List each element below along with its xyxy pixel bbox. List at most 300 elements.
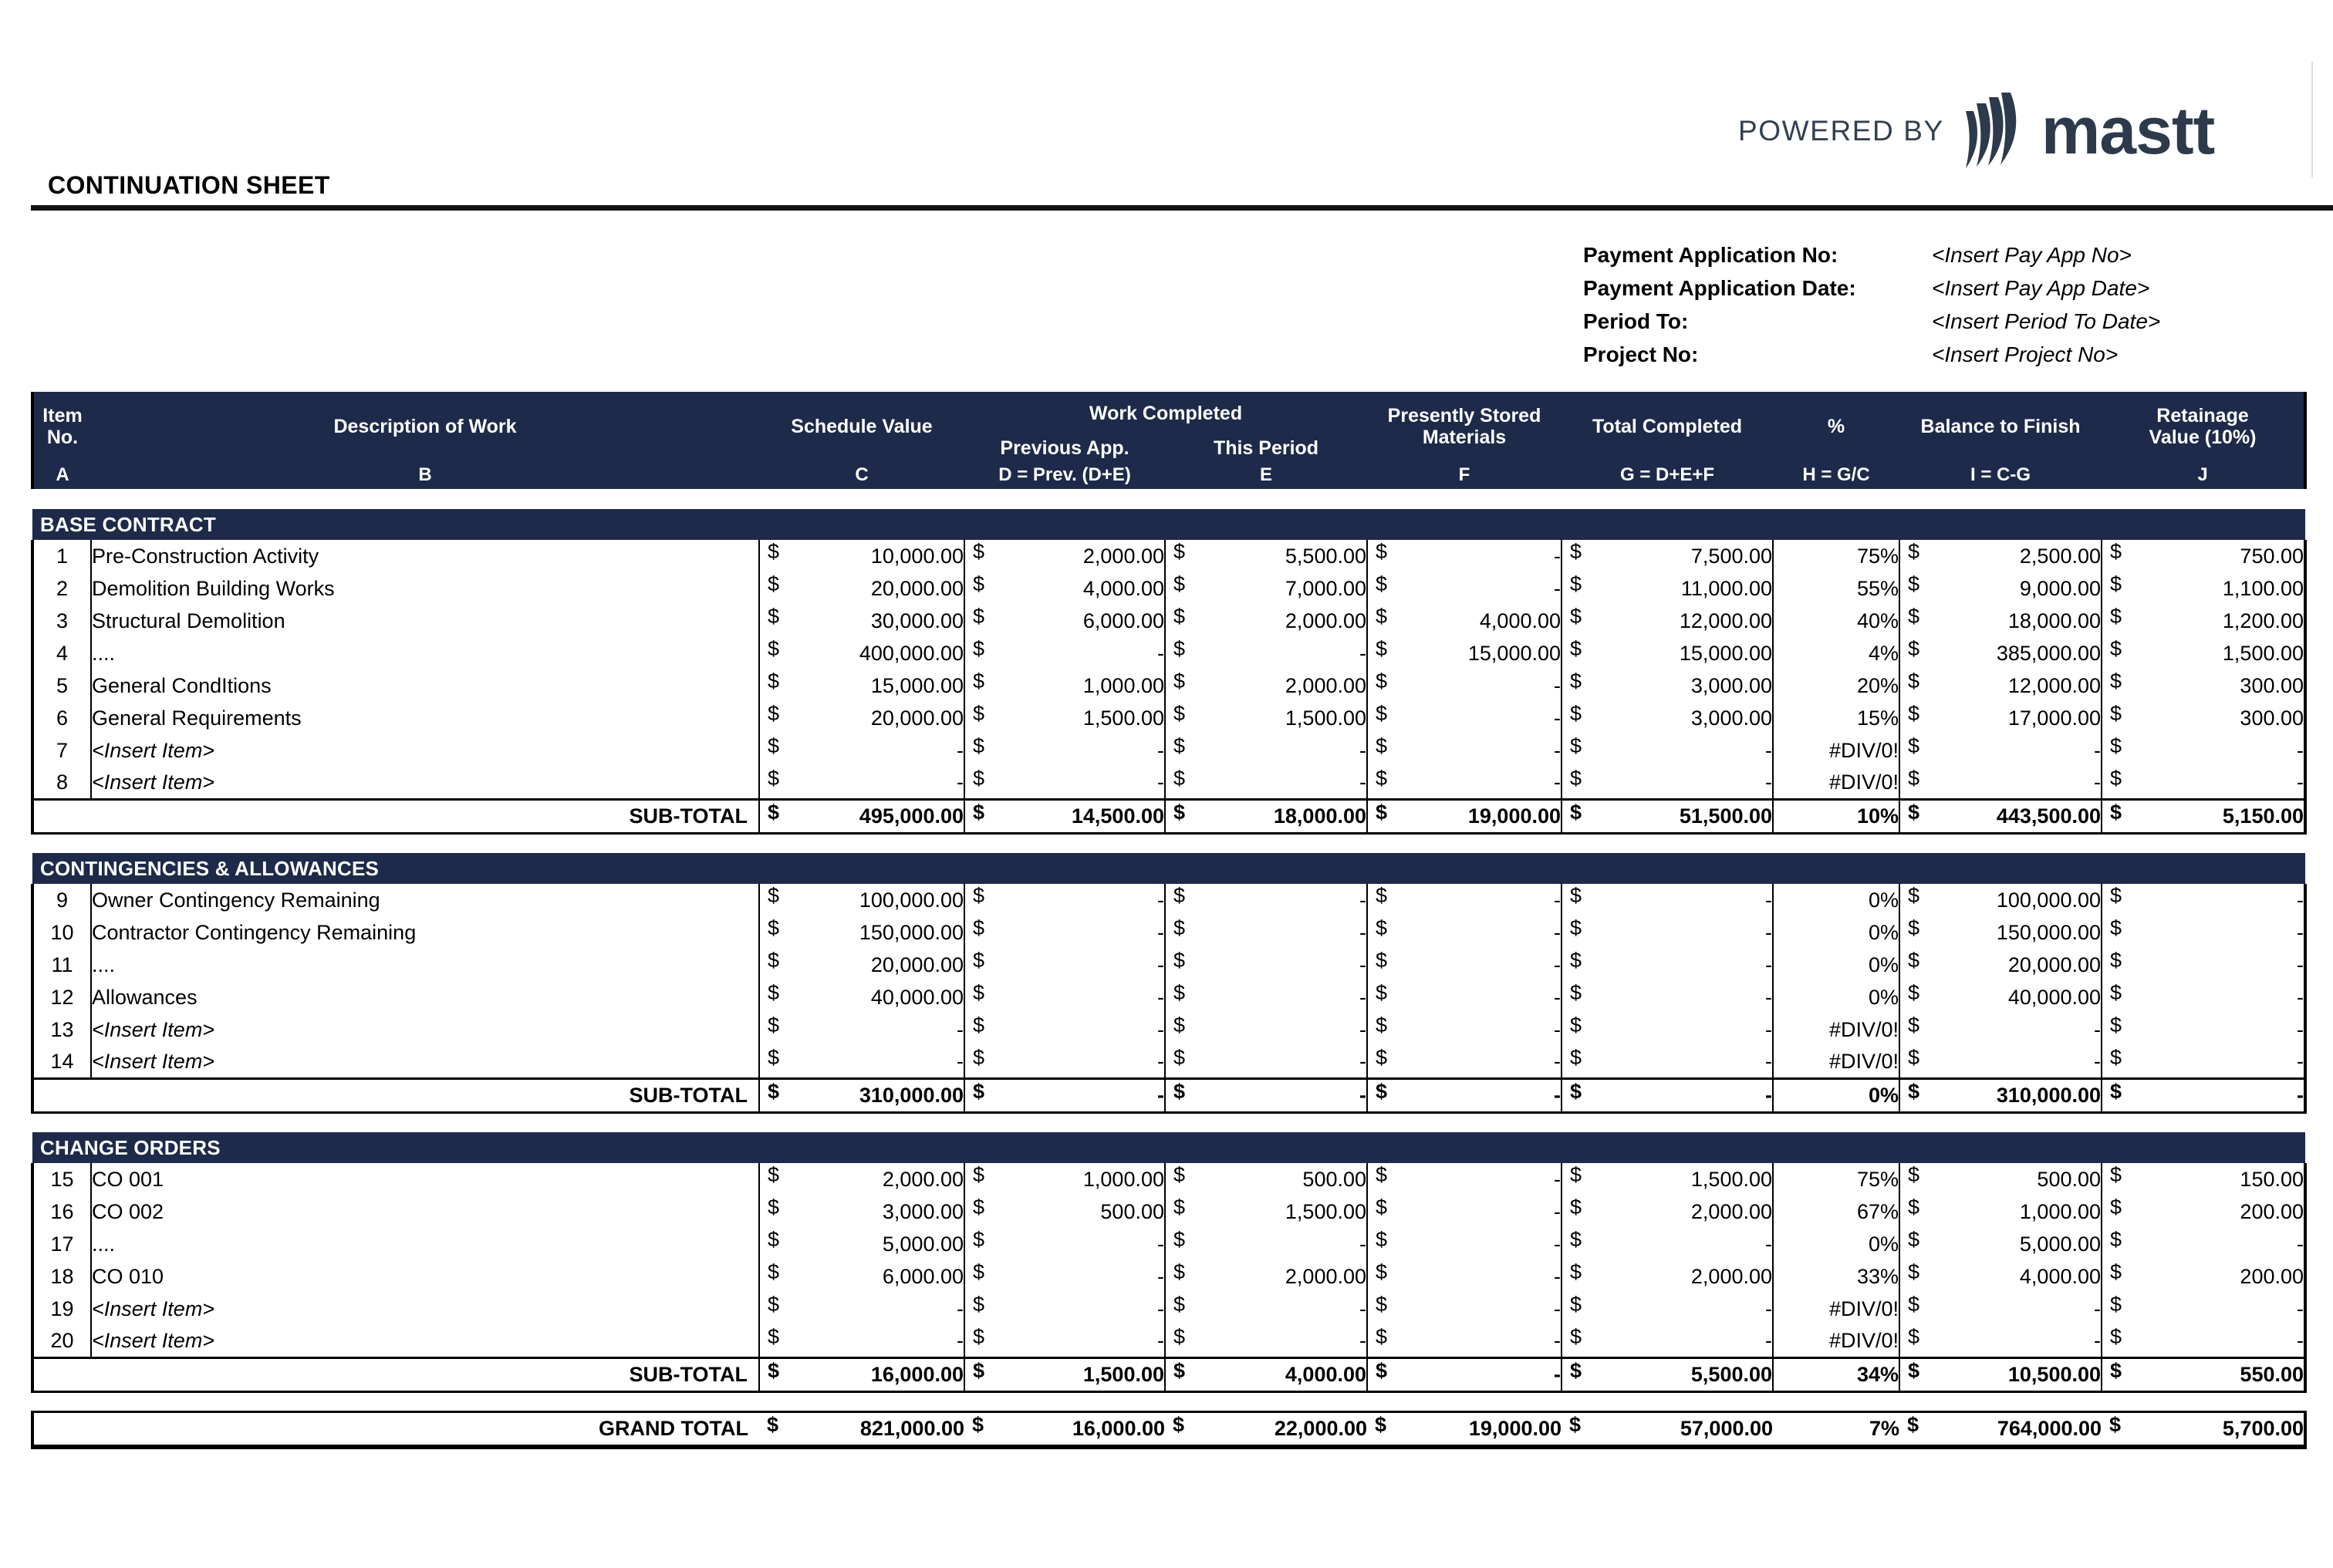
cell-j[interactable] (2102, 884, 2305, 916)
meta-value[interactable]: <Insert Project No> (1932, 342, 2119, 366)
currency-symbol: $ (1173, 1046, 1186, 1069)
cell-e[interactable] (1165, 669, 1367, 702)
currency-symbol: $ (2110, 981, 2122, 1004)
cell-g[interactable] (1562, 767, 1773, 799)
cell-d[interactable] (964, 949, 1165, 981)
cell-e[interactable] (1165, 916, 1367, 949)
cell-c[interactable] (759, 572, 964, 605)
cell-e[interactable] (1165, 767, 1367, 799)
header-code-j: J (2102, 461, 2305, 489)
cell-i[interactable] (1899, 1293, 2102, 1325)
cell-description[interactable]: Pre-Construction Activity (91, 540, 759, 572)
cell-h: 0% (1773, 981, 1899, 1013)
cell-value: 18,000.00 (2007, 609, 2102, 632)
cell-description[interactable]: Demolition Building Works (91, 572, 759, 605)
cell-d[interactable] (964, 572, 1165, 605)
meta-value[interactable]: <Insert Period To Date> (1932, 309, 2161, 333)
currency-symbol: $ (768, 572, 780, 595)
cell-item-no: 19 (32, 1293, 91, 1325)
currency-symbol: $ (1376, 1293, 1388, 1316)
cell-c[interactable] (759, 981, 964, 1013)
subtotal-c (759, 1078, 964, 1112)
cell-g[interactable] (1562, 1163, 1773, 1195)
cell-h: 40% (1773, 605, 1899, 637)
cell-description[interactable]: <Insert Item> (91, 767, 759, 799)
cell-i[interactable] (1899, 1013, 2102, 1046)
cell-f[interactable] (1367, 605, 1562, 637)
cell-f[interactable] (1367, 734, 1562, 767)
table-row[interactable] (32, 605, 2305, 637)
cell-f[interactable] (1367, 1163, 1562, 1195)
currency-symbol: $ (1570, 605, 1582, 628)
currency-symbol: $ (973, 1325, 985, 1348)
cell-e[interactable] (1165, 1325, 1367, 1357)
cell-g[interactable] (1562, 1293, 1773, 1325)
cell-description[interactable]: General CondItions (91, 669, 759, 702)
cell-e[interactable] (1165, 949, 1367, 981)
currency-symbol: $ (1173, 540, 1186, 563)
cell-value: - (1359, 770, 1367, 794)
cell-i[interactable] (1899, 1195, 2102, 1228)
table-row[interactable] (32, 734, 2305, 767)
cell-i[interactable] (1899, 1228, 2102, 1260)
cell-value: 443,500.00 (1996, 804, 2102, 828)
cell-g[interactable] (1562, 572, 1773, 605)
cell-value: 5,000.00 (2019, 1232, 2102, 1256)
cell-c[interactable] (759, 916, 964, 949)
cell-c[interactable] (759, 637, 964, 669)
cell-description[interactable]: CO 010 (91, 1260, 759, 1293)
cell-value: - (2094, 1328, 2102, 1352)
cell-item-no: 5 (32, 669, 91, 702)
table-row[interactable] (32, 1293, 2305, 1325)
cell-j[interactable] (2102, 949, 2305, 981)
cell-value: 15,000.00 (1467, 641, 1562, 665)
cell-c[interactable] (759, 1325, 964, 1357)
currency-symbol: $ (1570, 637, 1582, 660)
cell-c[interactable] (759, 734, 964, 767)
table-row[interactable] (32, 540, 2305, 572)
cell-i[interactable] (1899, 1046, 2102, 1078)
cell-d[interactable] (964, 1195, 1165, 1228)
currency-symbol: $ (2110, 1046, 2122, 1069)
cell-description[interactable]: Structural Demolition (91, 605, 759, 637)
currency-symbol: $ (1570, 1228, 1582, 1251)
cell-e[interactable] (1165, 1013, 1367, 1046)
currency-symbol: $ (1570, 1046, 1582, 1069)
cell-h: 75% (1773, 1163, 1899, 1195)
currency-symbol: $ (1570, 767, 1582, 790)
cell-description[interactable]: Owner Contingency Remaining (91, 884, 759, 916)
header-code-e: E (1260, 464, 1273, 485)
cell-c[interactable] (759, 1013, 964, 1046)
section-header-row (32, 853, 2305, 884)
header-code-f: F (1458, 464, 1470, 485)
currency-symbol: $ (1376, 1163, 1388, 1186)
table-row[interactable] (32, 1325, 2305, 1357)
cell-value: 20,000.00 (870, 953, 964, 976)
table-row[interactable] (32, 1046, 2305, 1078)
cell-value: - (2094, 1297, 2102, 1320)
table-row[interactable] (32, 572, 2305, 605)
header-retainage: Retainage Value (10%) (2102, 392, 2305, 461)
cell-value: 2,000.00 (1285, 673, 1367, 697)
cell-value: 2,000.00 (1690, 1199, 1773, 1223)
cell-e[interactable] (1165, 702, 1367, 734)
currency-symbol: $ (2110, 637, 2122, 660)
cell-c[interactable] (759, 605, 964, 637)
cell-i[interactable] (1899, 981, 2102, 1013)
cell-description[interactable]: .... (91, 949, 759, 981)
currency-symbol: $ (2110, 767, 2122, 790)
cell-j[interactable] (2102, 1228, 2305, 1260)
cell-description[interactable]: CO 002 (91, 1195, 759, 1228)
grand-total-row (32, 1411, 2305, 1447)
currency-symbol: $ (1376, 884, 1388, 907)
cell-d[interactable] (964, 669, 1165, 702)
cell-f[interactable] (1367, 637, 1562, 669)
currency-symbol: $ (768, 1293, 780, 1316)
table-row[interactable] (32, 884, 2305, 916)
cell-g[interactable] (1562, 981, 1773, 1013)
cell-description[interactable]: <Insert Item> (91, 1325, 759, 1357)
cell-d[interactable] (964, 981, 1165, 1013)
cell-description[interactable]: <Insert Item> (91, 734, 759, 767)
cell-c[interactable] (759, 767, 964, 799)
cell-i[interactable] (1899, 669, 2102, 702)
cell-j[interactable] (2102, 702, 2305, 734)
meta-label: Payment Application No: (1583, 243, 1838, 267)
cell-item-no: 10 (32, 916, 91, 949)
currency-symbol: $ (768, 916, 780, 939)
section-title: CONTINGENCIES & ALLOWANCES (32, 853, 2305, 884)
cell-item-no: 13 (32, 1013, 91, 1046)
currency-symbol: $ (1173, 1195, 1186, 1219)
cell-c[interactable] (759, 1293, 964, 1325)
table-row[interactable] (32, 1228, 2305, 1260)
cell-j[interactable] (2102, 1195, 2305, 1228)
cell-c[interactable] (759, 1195, 964, 1228)
cell-d[interactable] (964, 1260, 1165, 1293)
cell-j[interactable] (2102, 734, 2305, 767)
cell-f[interactable] (1367, 1228, 1562, 1260)
cell-h: 55% (1773, 572, 1899, 605)
cell-value: 310,000.00 (859, 1083, 964, 1107)
cell-e[interactable] (1165, 572, 1367, 605)
cell-j[interactable] (2102, 1013, 2305, 1046)
cell-g[interactable] (1562, 702, 1773, 734)
table-row[interactable] (32, 1195, 2305, 1228)
cell-value: - (1157, 641, 1164, 665)
cell-value: - (1765, 738, 1773, 762)
cell-f[interactable] (1367, 1293, 1562, 1325)
cell-d[interactable] (964, 884, 1165, 916)
cell-j[interactable] (2102, 669, 2305, 702)
currency-symbol: $ (2110, 1325, 2122, 1348)
subtotal-d (964, 1078, 1165, 1112)
cell-c[interactable] (759, 540, 964, 572)
cell-j[interactable] (2102, 1325, 2305, 1357)
cell-g[interactable] (1562, 916, 1773, 949)
cell-d[interactable] (964, 637, 1165, 669)
currency-symbol: $ (1570, 540, 1582, 563)
header-code-i: I = C-G (1970, 464, 2031, 485)
cell-j[interactable] (2102, 1293, 2305, 1325)
cell-g[interactable] (1562, 1013, 1773, 1046)
cell-g[interactable] (1562, 734, 1773, 767)
cell-f[interactable] (1367, 540, 1562, 572)
cell-f[interactable] (1367, 981, 1562, 1013)
cell-j[interactable] (2102, 981, 2305, 1013)
cell-d[interactable] (964, 702, 1165, 734)
cell-j[interactable] (2102, 572, 2305, 605)
section-title: BASE CONTRACT (32, 509, 2305, 540)
cell-item-no: 1 (32, 540, 91, 572)
cell-value: 2,000.00 (1285, 1264, 1367, 1288)
cell-value: 500.00 (1100, 1199, 1164, 1223)
cell-item-no: 8 (32, 767, 91, 799)
cell-d[interactable] (964, 540, 1165, 572)
cell-value: 40,000.00 (2007, 985, 2102, 1009)
subtotal-c (759, 799, 964, 833)
cell-e[interactable] (1165, 540, 1367, 572)
cell-value: - (1157, 920, 1164, 944)
table-row[interactable] (32, 949, 2305, 981)
cell-e[interactable] (1165, 1163, 1367, 1195)
currency-symbol: $ (2110, 1358, 2122, 1382)
cell-e[interactable] (1165, 1228, 1367, 1260)
cell-i[interactable] (1899, 1260, 2102, 1293)
cell-c[interactable] (759, 1260, 964, 1293)
subtotal-row (32, 799, 2305, 833)
table-row[interactable] (32, 1260, 2305, 1293)
cell-description[interactable]: Contractor Contingency Remaining (91, 916, 759, 949)
cell-i[interactable] (1899, 949, 2102, 981)
cell-d[interactable] (964, 1228, 1165, 1260)
cell-g[interactable] (1562, 669, 1773, 702)
cell-j[interactable] (2102, 637, 2305, 669)
cell-description[interactable]: CO 001 (91, 1163, 759, 1195)
currency-symbol: $ (2110, 1013, 2122, 1037)
currency-symbol: $ (768, 767, 780, 790)
currency-symbol: $ (1173, 949, 1186, 972)
currency-symbol: $ (2110, 1079, 2122, 1103)
cell-d[interactable] (964, 1013, 1165, 1046)
cell-f[interactable] (1367, 1013, 1562, 1046)
cell-f[interactable] (1367, 949, 1562, 981)
cell-j[interactable] (2102, 767, 2305, 799)
table-row[interactable] (32, 1013, 2305, 1046)
currency-symbol: $ (1570, 572, 1582, 595)
cell-e[interactable] (1165, 981, 1367, 1013)
subtotal-f (1367, 1078, 1562, 1112)
cell-j[interactable] (2102, 540, 2305, 572)
cell-e[interactable] (1165, 1046, 1367, 1078)
cell-description[interactable]: .... (91, 1228, 759, 1260)
cell-j[interactable] (2102, 1163, 2305, 1195)
cell-description[interactable]: <Insert Item> (91, 1013, 759, 1046)
cell-value: 19,000.00 (1468, 1416, 1562, 1440)
cell-c[interactable] (759, 1163, 964, 1195)
cell-i[interactable] (1899, 637, 2102, 669)
cell-value: 1,100.00 (2222, 576, 2304, 600)
currency-symbol: $ (2110, 916, 2122, 939)
cell-value: - (2297, 1297, 2304, 1320)
cell-g[interactable] (1562, 1195, 1773, 1228)
cell-g[interactable] (1562, 540, 1773, 572)
cell-e[interactable] (1165, 637, 1367, 669)
cell-g[interactable] (1562, 1046, 1773, 1078)
cell-value: - (1765, 1049, 1773, 1073)
cell-value: - (1765, 1232, 1773, 1256)
cell-value: - (1554, 673, 1562, 697)
cell-description[interactable]: <Insert Item> (91, 1293, 759, 1325)
cell-c[interactable] (759, 1046, 964, 1078)
cell-e[interactable] (1165, 1195, 1367, 1228)
cell-d[interactable] (964, 916, 1165, 949)
cell-value: - (2297, 1328, 2304, 1352)
cell-value: - (957, 1049, 964, 1073)
table-row[interactable] (32, 702, 2305, 734)
cell-f[interactable] (1367, 1325, 1562, 1357)
cell-c[interactable] (759, 702, 964, 734)
cell-f[interactable] (1367, 669, 1562, 702)
cell-i[interactable] (1899, 767, 2102, 799)
cell-i[interactable] (1899, 884, 2102, 916)
cell-c[interactable] (759, 949, 964, 981)
cell-description[interactable]: General Requirements (91, 702, 759, 734)
cell-g[interactable] (1562, 949, 1773, 981)
cell-g[interactable] (1562, 605, 1773, 637)
cell-value: 4,000.00 (1082, 576, 1164, 600)
cell-g[interactable] (1562, 1228, 1773, 1260)
currency-symbol: $ (1376, 605, 1388, 628)
meta-value[interactable]: <Insert Pay App Date> (1932, 276, 2150, 300)
currency-symbol: $ (1173, 981, 1186, 1004)
cell-value: - (1157, 1328, 1164, 1352)
header-presently-stored: Presently Stored Materials (1387, 405, 1541, 448)
table-row[interactable] (32, 916, 2305, 949)
cell-j[interactable] (2102, 916, 2305, 949)
cell-g[interactable] (1562, 1260, 1773, 1293)
section-header-row (32, 509, 2305, 540)
cell-value: - (1765, 1083, 1773, 1107)
grand-total-g (1562, 1411, 1773, 1447)
cell-d[interactable] (964, 767, 1165, 799)
cell-d[interactable] (964, 1046, 1165, 1078)
header-code-c: C (855, 464, 869, 485)
currency-symbol: $ (768, 605, 780, 628)
currency-symbol: $ (1570, 1260, 1582, 1283)
currency-symbol: $ (1570, 1293, 1582, 1316)
cell-c[interactable] (759, 884, 964, 916)
cell-g[interactable] (1562, 884, 1773, 916)
subtotal-g (1562, 799, 1773, 833)
currency-symbol: $ (1908, 916, 1920, 939)
table-row[interactable] (32, 637, 2305, 669)
table-row[interactable] (32, 981, 2305, 1013)
cell-f[interactable] (1367, 1260, 1562, 1293)
cell-d[interactable] (964, 1163, 1165, 1195)
cell-value: - (1157, 953, 1164, 976)
cell-f[interactable] (1367, 572, 1562, 605)
cell-d[interactable] (964, 734, 1165, 767)
cell-j[interactable] (2102, 605, 2305, 637)
currency-symbol: $ (1908, 1358, 1920, 1382)
cell-value: - (957, 1017, 964, 1041)
cell-value: - (1554, 544, 1562, 568)
cell-i[interactable] (1899, 702, 2102, 734)
cell-g[interactable] (1562, 637, 1773, 669)
currency-symbol: $ (768, 1228, 780, 1251)
subtotal-g (1562, 1078, 1773, 1112)
cell-f[interactable] (1367, 884, 1562, 916)
cell-e[interactable] (1165, 605, 1367, 637)
cell-d[interactable] (964, 1325, 1165, 1357)
cell-c[interactable] (759, 669, 964, 702)
cell-item-no: 18 (32, 1260, 91, 1293)
meta-value[interactable]: <Insert Pay App No> (1932, 243, 2132, 267)
cell-f[interactable] (1367, 767, 1562, 799)
cell-f[interactable] (1367, 1195, 1562, 1228)
currency-symbol: $ (973, 916, 985, 939)
cell-value: 150,000.00 (1996, 920, 2102, 944)
cell-i[interactable] (1899, 1325, 2102, 1357)
cell-i[interactable] (1899, 540, 2102, 572)
cell-i[interactable] (1899, 734, 2102, 767)
subtotal-d (964, 1357, 1165, 1391)
currency-symbol: $ (973, 734, 985, 757)
section-header-row (32, 1132, 2305, 1163)
cell-i[interactable] (1899, 916, 2102, 949)
table-row[interactable] (32, 1163, 2305, 1195)
currency-symbol: $ (973, 637, 985, 660)
cell-i[interactable] (1899, 1163, 2102, 1195)
cell-description[interactable]: Allowances (91, 981, 759, 1013)
cell-description[interactable]: <Insert Item> (91, 1046, 759, 1078)
grand-total-f (1367, 1411, 1562, 1447)
cell-value: 1,500.00 (1082, 706, 1164, 730)
cell-e[interactable] (1165, 1293, 1367, 1325)
cell-g[interactable] (1562, 1325, 1773, 1357)
currency-symbol: $ (1173, 637, 1186, 660)
cell-value: 400,000.00 (859, 641, 964, 665)
cell-d[interactable] (964, 1293, 1165, 1325)
section-gap (32, 833, 2305, 853)
table-row[interactable] (32, 767, 2305, 799)
cell-f[interactable] (1367, 702, 1562, 734)
cell-value: - (2297, 920, 2304, 944)
cell-value: 4,000.00 (1285, 1362, 1367, 1386)
cell-description[interactable]: .... (91, 637, 759, 669)
cell-i[interactable] (1899, 572, 2102, 605)
cell-j[interactable] (2102, 1260, 2305, 1293)
subtotal-c (759, 1357, 964, 1391)
cell-e[interactable] (1165, 1260, 1367, 1293)
cell-i[interactable] (1899, 605, 2102, 637)
table-row[interactable] (32, 669, 2305, 702)
cell-d[interactable] (964, 605, 1165, 637)
cell-f[interactable] (1367, 916, 1562, 949)
cell-f[interactable] (1367, 1046, 1562, 1078)
cell-c[interactable] (759, 1228, 964, 1260)
cell-item-no: 9 (32, 884, 91, 916)
cell-e[interactable] (1165, 734, 1367, 767)
cell-value: 150.00 (2240, 1167, 2304, 1191)
currency-symbol: $ (1376, 734, 1388, 757)
cell-e[interactable] (1165, 884, 1367, 916)
cell-j[interactable] (2102, 1046, 2305, 1078)
